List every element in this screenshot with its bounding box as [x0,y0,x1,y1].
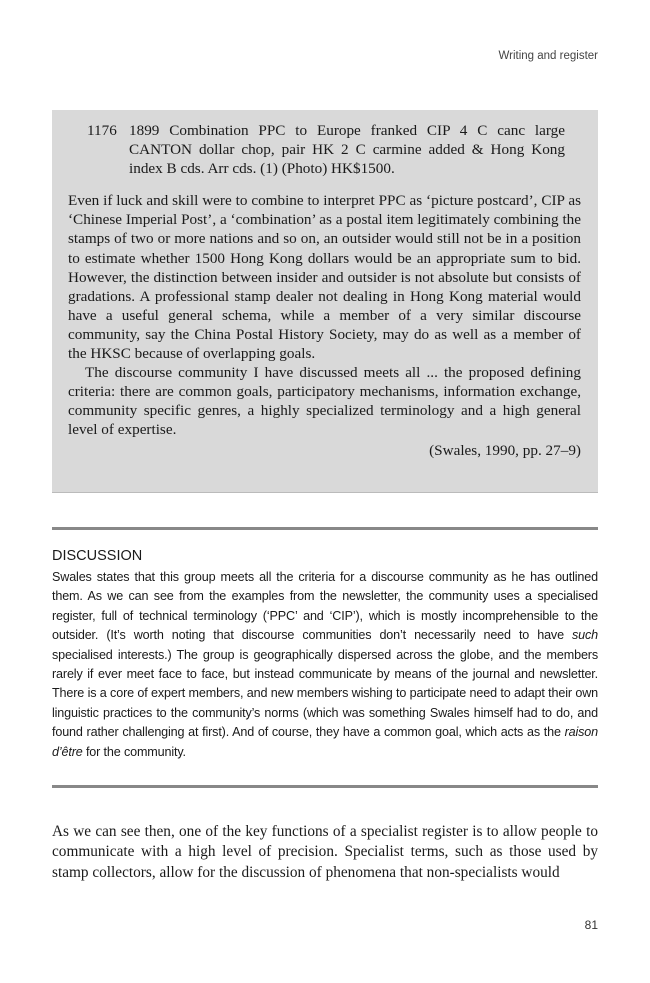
quote-paragraph: Even if luck and skill were to combine to interpret PPC as ‘picture postcard’, CIP as ‘Chinese Imperial Post’, a ‘combination’ as a postal item legitimately combining the stamps of two or more nations and so on, an outsider would still not be in a position to estimate whether 1500 Hong Kong dollars would be an appropriate sum to bid. However, the distinction between insider and outsider is not absolute but consists of gradations. A professional stamp dealer not dealing in Hong Kong material would have a useful general schema, while a member of a very similar discourse community, say the China Postal History Society, may do as well as a member of the HKSC because of overlapping goals. [68,192,581,363]
discussion-text [52,568,598,762]
citation: (Swales, 1990, pp. 27–9) [429,441,581,459]
running-head: Writing and register [498,50,598,62]
divider-top [52,527,598,530]
discussion-text-part: for the community. [82,744,186,759]
lot-number: 1176 [87,122,117,139]
body-paragraph: As we can see then, one of the key functions of a specialist register is to allow people to communicate with a high level of precision. Specialist terms, such as those used by stamp collectors, allow for the discussion of phenomena that non-specialists would [52,823,598,881]
auction-lot-entry [68,121,581,178]
quotation-box [52,110,598,493]
divider-bottom [52,785,598,788]
lot-description: 1899 Combination PPC to Europe franked CIP 4 C canc large CANTON dollar chop, pair HK 2 C carmine added & Hong Kong index B cds. Arr cds. (1) (Photo) HK$1500. [129,122,565,178]
discussion-italic: such [571,628,598,643]
discussion-heading: DISCUSSION [52,548,143,564]
discussion-text-part: Swales states that this group meets all the criteria for a discourse community as he has outlined them. As we can see from the examples from the newsletter, the community uses a specialised register, full of technical terminology (‘PPC’ and ‘CIP’), which is mostly incomprehensible to the outsider. (It’s worth noting that discourse communities don’t necessarily need to have [52,570,598,643]
page-number: 81 [584,918,598,932]
discussion-text-part: specialised interests.) The group is geographically dispersed across the globe, and the members rarely if ever meet face to face, but instead communicate by means of the journal and newsletter. There is a core of expert members, and new members wishing to participate need to adapt their own linguistic practices to the community’s norms (which was something Swales himself had to do, and found rather challenging at first). And of course, they have a common goal, which acts as the [52,647,598,740]
quote-paragraph: The discourse community I have discussed meets all ... the proposed defining criteria: there are common goals, participatory mechanisms, information exchange, community specific genres, a highly specialized terminology and a high general level of expertise. [68,364,581,439]
discussion-box [52,546,598,762]
discussion-italic: raison d’être [52,725,598,759]
